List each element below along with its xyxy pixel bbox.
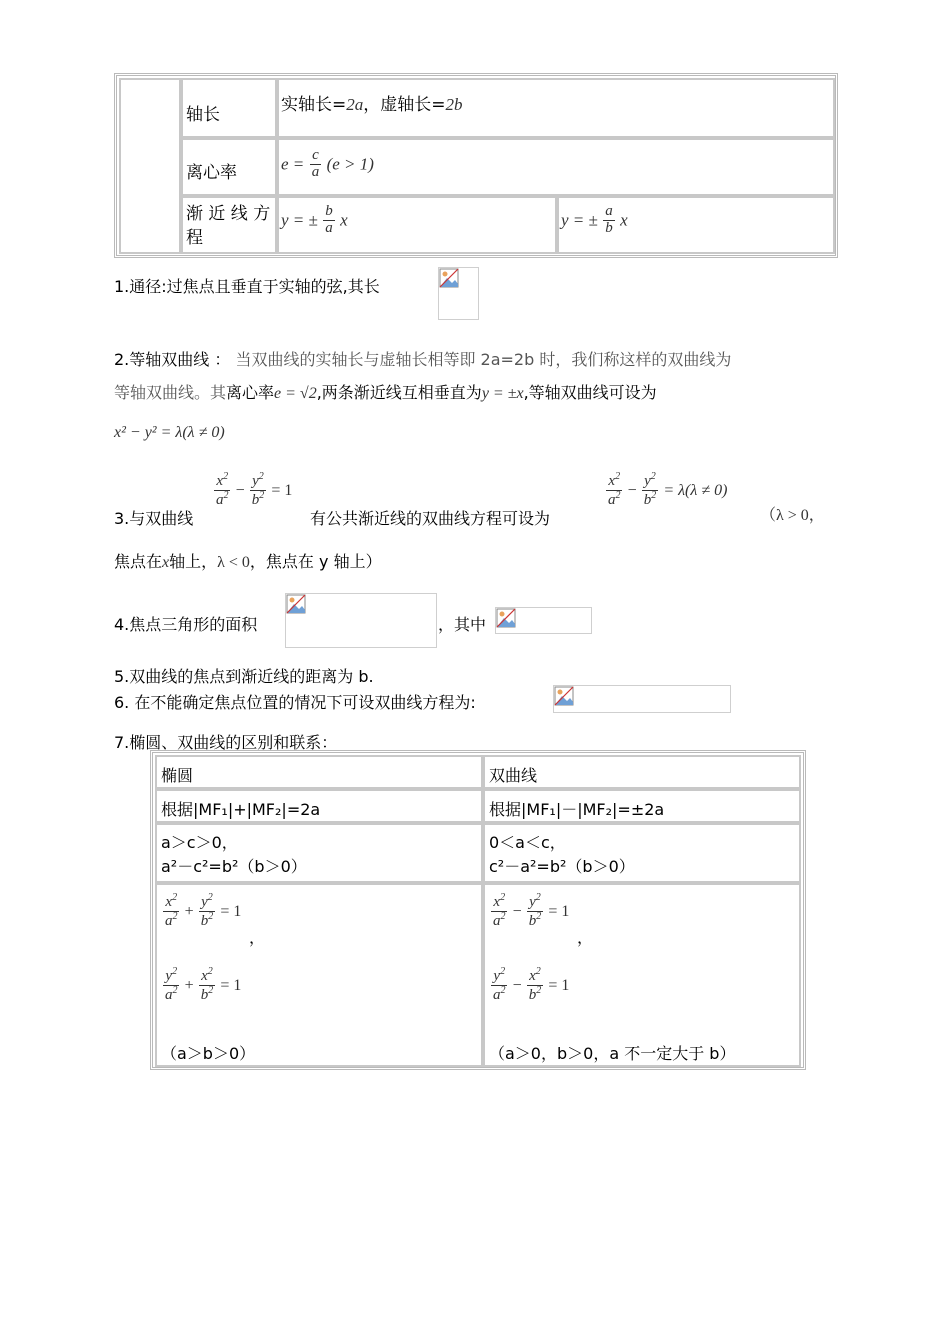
row3-hyperbola (483, 883, 801, 1067)
row1-hyperbola: 根据|MF₁|－|MF₂|=±2a (483, 789, 801, 823)
item-2-line-1: 2.等轴双曲线 ： 当双曲线的实轴长与虚轴长相等即 2a=2b 时，我们称这样的双曲线为 (114, 350, 732, 369)
ellipse-hyperbola-comparison-table (150, 750, 806, 1070)
row3-ellipse (155, 883, 483, 1067)
row2-hyperbola: 0＜a＜c， c²－a²=b²（b＞0） (483, 823, 801, 883)
latus-rectum-image (438, 267, 479, 320)
row1-ellipse: 根据|MF₁|+|MF₂|=2a (155, 789, 483, 823)
item-4-where: ，其中 (438, 615, 487, 634)
ecc-formula: e = $\frac{c}{a}$ (e > 1) (281, 147, 374, 180)
hyperbola-condition: （a＞0，b＞0，a 不一定大于 b） (489, 1044, 736, 1063)
item-7: 7.椭圆、双曲线的区别和联系： (114, 733, 338, 752)
item-4-label: 4.焦点三角形的面积 (114, 615, 258, 634)
general-equation-image (553, 685, 731, 713)
asym-right-cell (557, 196, 835, 254)
ecc-value-cell (277, 138, 835, 196)
hyperbola-eq-y: $\frac{y^2}{a^2}$ − $\frac{x^2}{b^2}$ = 1 (493, 966, 570, 1003)
item-3-eq1: $\frac{x^2}{a^2}$ − $\frac{y^2}{b^2}$ = 1 (216, 471, 293, 508)
axis-label-cell (181, 78, 277, 138)
ellipse-eq-y: $\frac{y^2}{a^2}$ + $\frac{x^2}{b^2}$ = 1 (165, 966, 242, 1003)
hyperbola-eq-x: $\frac{x^2}{a^2}$ − $\frac{y^2}{b^2}$ = 1 (493, 892, 570, 929)
item-1: 1.通径:过焦点且垂直于实轴的弦,其长 (114, 277, 380, 296)
broken-image-icon (554, 686, 574, 706)
ecc-label-cell (181, 138, 277, 196)
comma: ， (249, 928, 266, 947)
item-6: 6. 在不能确定焦点位置的情况下可设双曲线方程为: (114, 693, 476, 712)
item-5: 5.双曲线的焦点到渐近线的距离为 b. (114, 667, 374, 686)
hyperbola-properties-table (114, 73, 838, 258)
item-2-line-2: 等轴双曲线。其离心率e = √2,两条渐近线互相垂直为y = ±x,等轴双曲线可设为 (114, 383, 657, 402)
axis-value: 实轴长=2a，虚轴长=2b (281, 95, 463, 115)
broken-image-icon (496, 608, 516, 628)
item-2-equation: x² − y² = λ(λ ≠ 0) (114, 424, 225, 441)
asym-left-cell (277, 196, 557, 254)
ellipse-eq-x: $\frac{x^2}{a^2}$ + $\frac{y^2}{b^2}$ = 1 (165, 892, 242, 929)
ellipse-condition: （a＞b＞0） (161, 1044, 256, 1063)
broken-image-icon (439, 268, 459, 288)
asym-left-formula: y = ± $\frac{b}{a}$ x (281, 203, 348, 236)
axis-label: 轴长 (186, 105, 220, 125)
axis-value-cell (277, 78, 835, 138)
focal-angle-image (495, 607, 592, 634)
asym-label: 渐 近 线 方 程 (186, 204, 271, 248)
asym-label-cell (181, 196, 277, 254)
broken-image-icon (286, 594, 306, 614)
ecc-label: 离心率 (186, 163, 237, 183)
focal-triangle-area-image (285, 593, 437, 648)
table-left-blank-column (119, 78, 181, 254)
comma: ， (577, 928, 594, 947)
header-ellipse: 椭圆 (155, 755, 483, 789)
header-hyperbola: 双曲线 (483, 755, 801, 789)
item-3-eq2: $\frac{x^2}{a^2}$ − $\frac{y^2}{b^2}$ = λ(λ ≠ 0) (608, 471, 728, 508)
row2-ellipse: a＞c＞0， a²－c²=b²（b＞0） (155, 823, 483, 883)
item-3-line-2: 焦点在x轴上，λ < 0，焦点在 y 轴上） (114, 552, 382, 571)
asym-right-formula: y = ± $\frac{a}{b}$ x (561, 203, 628, 236)
